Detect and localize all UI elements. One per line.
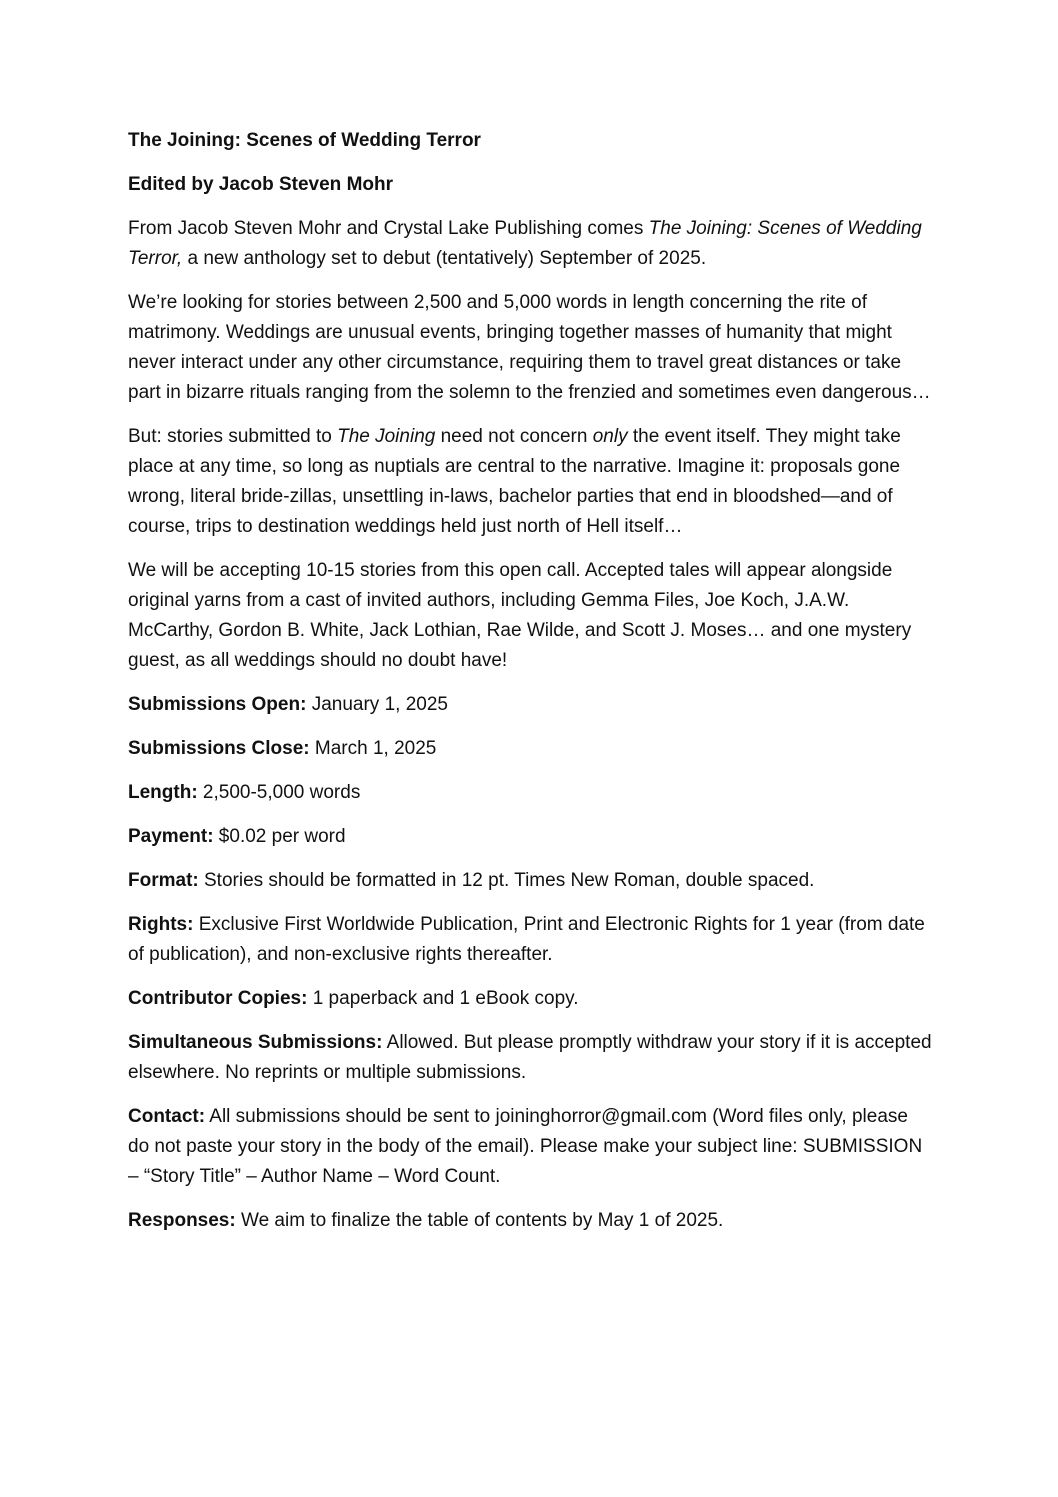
detail-format (128, 866, 934, 896)
detail-rights (128, 910, 934, 970)
scope-paragraph (128, 422, 934, 542)
detail-value: Exclusive First Worldwide Publication, Print and Electronic Rights for 1 year (from date of publication), and non-exclusive rights thereafter. (128, 914, 925, 965)
detail-value: We aim to finalize the table of contents by May 1 of 2025. (235, 1210, 724, 1231)
detail-value: Allowed. But please promptly withdraw your story if it is accepted elsewhere. No reprints or multiple submissions. (128, 1032, 932, 1083)
detail-value: 2,500-5,000 words (197, 782, 361, 803)
detail-payment (128, 822, 934, 852)
scope-italic-only: only (592, 426, 628, 447)
detail-value: $0.02 per word (213, 826, 346, 847)
scope-text-2: need not concern (435, 426, 593, 447)
detail-label: Contributor Copies: (128, 988, 308, 1009)
detail-length (128, 778, 934, 808)
detail-label: Submissions Close: (128, 738, 310, 759)
authors-paragraph: We will be accepting 10-15 stories from this open call. Accepted tales will appear alongside original yarns from a cast of invited authors, including Gemma Files, Joe Koch, J.A.W. McCarthy, Gordon B. White, Jack Lothian, Rae Wilde, and Scott J. Moses… and one mystery guest, as all weddings should no doubt have! (128, 560, 912, 671)
intro-italic-title: The Joining: Scenes of Wedding Terror, (128, 218, 922, 269)
detail-contributor-copies (128, 984, 934, 1014)
detail-value: January 1, 2025 (306, 694, 448, 715)
detail-label: Payment: (128, 826, 214, 847)
editor-line: Edited by Jacob Steven Mohr (128, 174, 393, 195)
intro-text-2: a new anthology set to debut (tentatively) September of 2025. (182, 248, 707, 269)
detail-label: Contact: (128, 1106, 206, 1127)
detail-submissions-open (128, 690, 934, 720)
document-title: The Joining: Scenes of Wedding Terror (128, 130, 481, 151)
detail-simultaneous-submissions (128, 1028, 934, 1088)
detail-label: Format: (128, 870, 199, 891)
detail-value: 1 paperback and 1 eBook copy. (307, 988, 579, 1009)
scope-italic-title: The Joining (337, 426, 436, 447)
detail-label: Simultaneous Submissions: (128, 1032, 383, 1053)
detail-label: Rights: (128, 914, 194, 935)
scope-text-1: But: stories submitted to (128, 426, 338, 447)
detail-label: Submissions Open: (128, 694, 307, 715)
intro-paragraph (128, 214, 934, 274)
detail-label: Length: (128, 782, 198, 803)
detail-value: March 1, 2025 (309, 738, 437, 759)
call-paragraph: We’re looking for stories between 2,500 and 5,000 words in length concerning the rite of matrimony. Weddings are unusual events, bringing together masses of humanity that might never interact under any other circumstance, requiring them to travel great distances or take part in bizarre rituals ranging from the solemn to the frenzied and sometimes even dangerous… (128, 292, 931, 403)
detail-value: Stories should be formatted in 12 pt. Times New Roman, double spaced. (198, 870, 815, 891)
detail-responses (128, 1206, 934, 1236)
detail-label: Responses: (128, 1210, 236, 1231)
intro-text-1: From Jacob Steven Mohr and Crystal Lake Publishing comes (128, 218, 649, 239)
detail-contact (128, 1102, 934, 1192)
scope-text-3: the event itself. They might take place at any time, so long as nuptials are central to the narrative. Imagine it: proposals gone wrong, literal bride-zillas, unsettling in-laws, bachelor parties that end in bloodshed—and of course, trips to destination weddings held just north of Hell itself… (128, 426, 901, 537)
detail-submissions-close (128, 734, 934, 764)
detail-value: All submissions should be sent to joininghorror@gmail.com (Word files only, please do not paste your story in the body of the email). Please make your subject line: SUBMISSION – “Story Title” – Author Name – Word Count. (128, 1106, 923, 1187)
document-page (128, 126, 934, 1250)
